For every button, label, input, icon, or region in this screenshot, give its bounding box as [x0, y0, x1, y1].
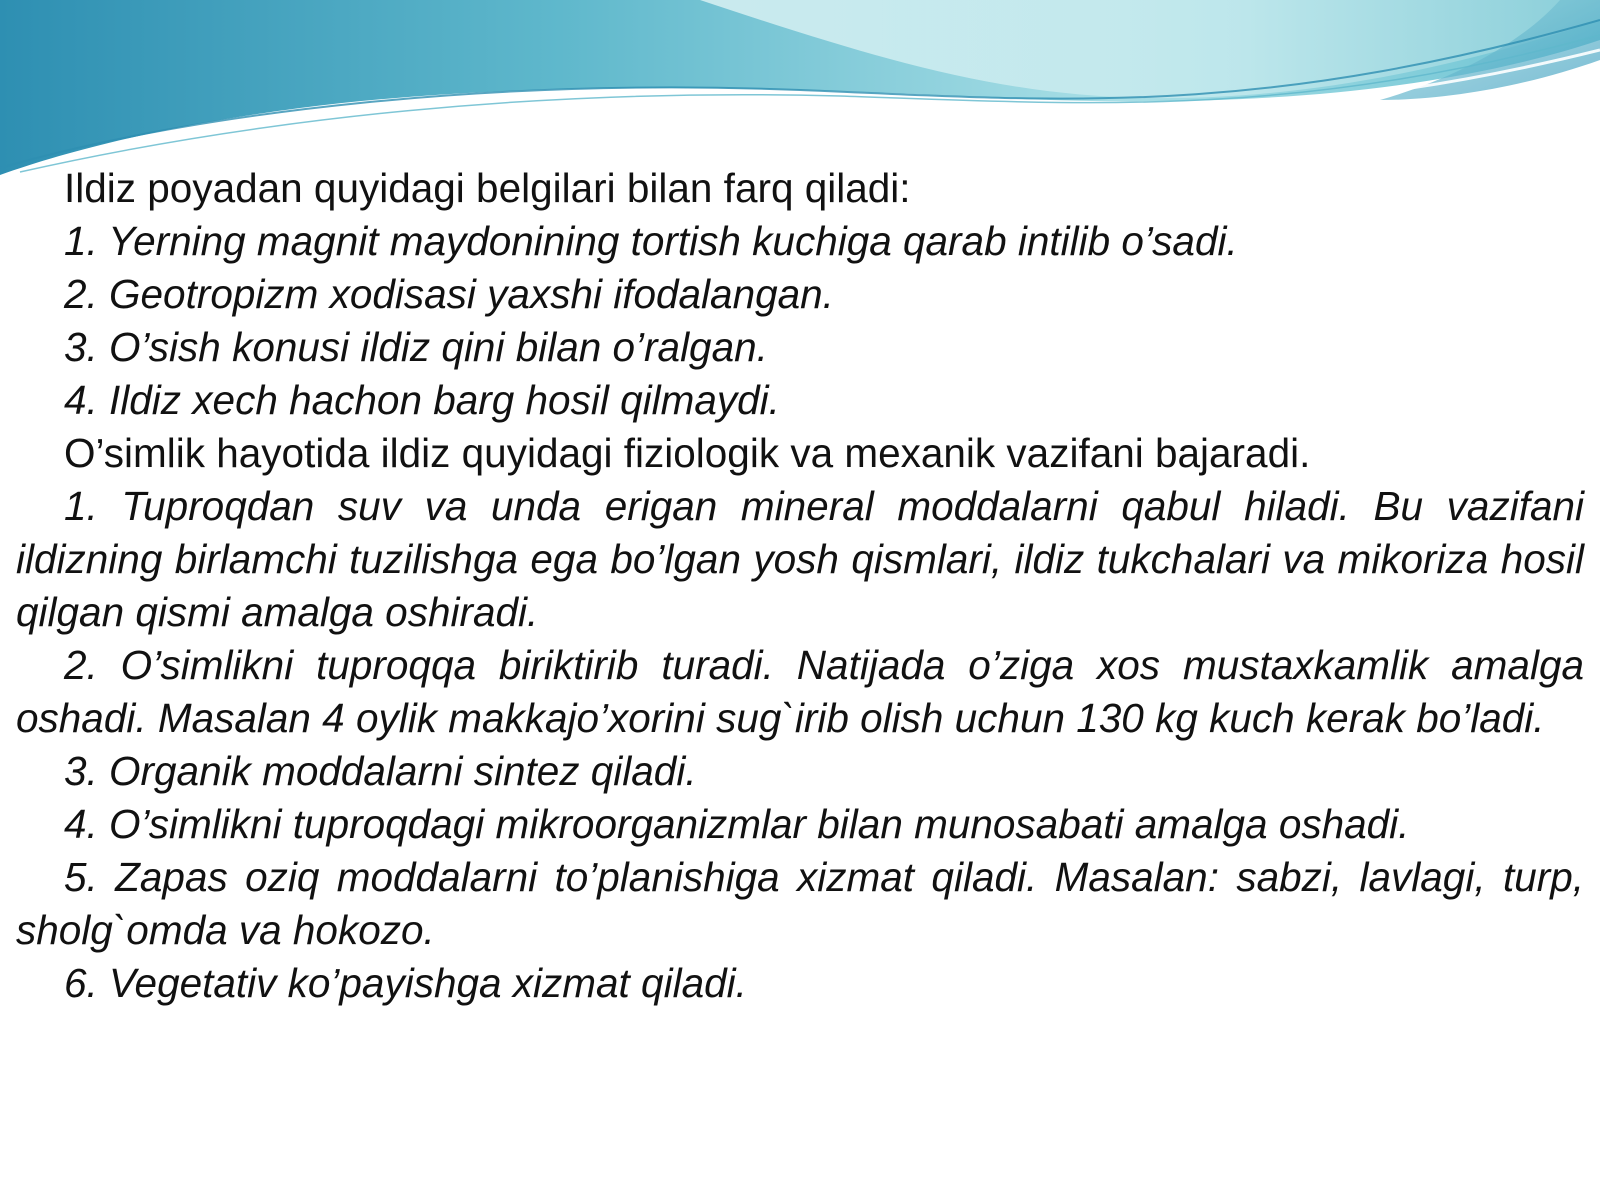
paragraph-intro-differences: Ildiz poyadan quyidagi belgilari bilan farq qiladi:	[64, 165, 911, 211]
list-item-function-2: 2. O’simlikni tuproqqa biriktirib turadi. Natijada o’ziga xos mustaxkamlik amalga oshadi. Masalan 4 oylik makkajo’xorini sug`irib olish uchun 130 kg kuch kerak bo’ladi.	[16, 642, 1584, 741]
slide-body	[16, 162, 1584, 1010]
list-item-function-6: 6. Vegetativ ko’payishga xizmat qiladi.	[64, 960, 747, 1006]
list-item-function-4: 4. O’simlikni tuproqdagi mikroorganizmlar bilan munosabati amalga oshadi.	[64, 801, 1410, 847]
list-item-difference-2: 2. Geotropizm xodisasi yaxshi ifodalangan.	[64, 271, 834, 317]
list-item-difference-1: 1. Yerning magnit maydonining tortish kuchiga qarab intilib o’sadi.	[64, 218, 1238, 264]
list-item-function-5: 5. Zapas oziq moddalarni to’planishiga xizmat qiladi. Masalan: sabzi, lavlagi, turp, sholg`omda va hokozo.	[16, 854, 1584, 953]
paragraph-intro-functions: O’simlik hayotida ildiz quyidagi fiziologik va mexanik vazifani bajaradi.	[64, 430, 1311, 476]
list-item-function-3: 3. Organik moddalarni sintez qiladi.	[64, 748, 697, 794]
list-item-difference-4: 4. Ildiz xech hachon barg hosil qilmaydi.	[64, 377, 780, 423]
list-item-function-1: 1. Tuproqdan suv va unda erigan mineral moddalarni qabul hiladi. Bu vazifani ildizning birlamchi tuzilishga ega bo’lgan yosh qismlari, ildiz tukchalari va mikoriza hosil qilgan qismi amalga oshiradi.	[16, 483, 1584, 635]
list-item-difference-3: 3. O’sish konusi ildiz qini bilan o’ralgan.	[64, 324, 768, 370]
